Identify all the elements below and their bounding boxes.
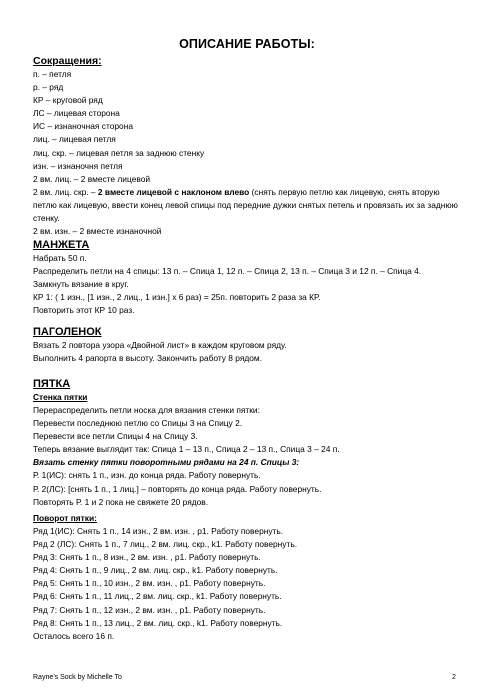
heel-turn-row: Осталось всего 16 п. [33,630,115,641]
abbreviation-item: 2 вм. лиц. – 2 вместе лицевой [33,173,151,184]
cuff-line: Распределить петли на 4 спицы: 13 п. – Спица 1, 12 п. – Спица 2, 13 п. – Спица 3 и 12 п. – Спица 4. [33,266,422,277]
heel-turn-section [33,512,473,643]
leg-section [33,325,473,365]
heel-turn-row: Ряд 6: Снять 1 п., 11 лиц., 2 вм. лиц. скр., k1. Работу повернуть. [33,591,282,602]
leg-line: Выполнить 4 рапорта в высоту. Закончить работу 8 рядом. [33,353,263,364]
leg-line: Вязать 2 повтора узора «Двойной лист» в каждом круговом ряду. [33,340,287,350]
cuff-heading: МАНЖЕТА [33,239,90,251]
page-number: 2 [452,674,456,681]
abbreviation-item-special [33,186,458,225]
abbreviation-item: лиц. – лицевая петля [33,134,116,145]
cuff-line: Повторить этот КР 10 раз. [33,305,135,316]
abbreviation-item: 2 вм. изн. – 2 вместе изнаночной [33,226,162,237]
heel-section [33,377,473,509]
heel-turn-row: Ряд 8: Снять 1 п., 13 лиц., 2 вм. лиц. скр., k1. Работу повернуть. [33,617,283,628]
heel-turn-row: Ряд 3: Снять 1 п., 8 изн., 2 вм. изн. , р1. Работу повернуть. [33,552,261,563]
cuff-line: Набрать 50 п. [33,253,87,263]
abbreviation-item: изн. – изнаночня петля [33,160,123,171]
abbreviation-special-rest: (снять первую петлю как лицевую, снять вторую петлю как лицевую, ввести конец левой спицы под передние дужки снятых петель и провязать их за заднюю стенку. [33,186,458,224]
abbreviations-section [33,54,473,238]
abbreviation-item: ИС – изнаночная сторона [33,121,133,132]
abbreviation-item: лиц. скр. – лицевая петля за заднюю стенку [33,147,205,158]
heel-flap-row: Р. 1(ИС): снять 1 п., изн. до конца ряда. Работу повернуть. [33,470,261,481]
abbreviation-special-bold: 2 вместе лицевой с наклоном влево [97,186,250,197]
heel-flap-line: Перевести все петли Спицы 4 на Спицу 3. [33,431,198,442]
abbreviation-item: р. – ряд [33,82,64,93]
heel-flap-emphasis: Вязать стенку пятки поворотными рядами на 24 п. Спицы 3: [33,457,300,468]
leg-heading: ПАГОЛЕНОК [33,326,102,338]
footer-credit: Rayne’s Sock by Michelle To [33,674,122,681]
cuff-line: Замкнуть вязание в круг. [33,279,129,290]
heel-flap-row: Повторять Р. 1 и 2 пока не свяжете 20 рядов. [33,496,209,507]
heel-turn-row: Ряд 4: Снять 1 п., 9 лиц., 2 вм. лиц. скр., k1. Работу повернуть. [33,565,278,576]
heel-turn-heading: Поворот пятки: [33,513,97,523]
heel-flap-line: Перераспределить петли носка для вязания стенки пятки: [33,405,260,415]
heel-heading: ПЯТКА [33,378,71,390]
abbreviations-heading: Сокращения: [33,55,102,67]
heel-flap-heading: Стенка пятки [33,392,88,402]
heel-turn-row: Ряд 1(ИС): Снять 1 п., 14 изн., 2 вм. изн. , р1. Работу повернуть. [33,526,284,536]
heel-turn-row: Ряд 7: Снять 1 п., 12 изн., 2 вм. изн. , р1. Работу повернуть. [33,604,266,615]
page-title: ОПИСАНИЕ РАБОТЫ: [179,37,315,51]
abbreviation-special-prefix: 2 вм. лиц. скр. – [33,186,98,197]
abbreviation-item: п. – петля [33,69,72,79]
cuff-line: КР 1: ( 1 изн., [1 изн., 2 лиц., 1 изн.] х 6 раз) = 25п. повторить 2 раза за КР. [33,292,321,303]
heel-flap-line: Перевести последнюю петлю со Спицы 3 на Спицу 2. [33,418,243,429]
heel-flap-line: Теперь вязание выглядит так: Спица 1 – 13 п., Спица 2 – 13 п., Спица 3 – 24 п. [33,444,340,455]
abbreviation-item: ЛС – лицевая сторона [33,108,120,119]
cuff-section [33,238,473,317]
abbreviation-item: КР – круговой ряд [33,95,103,106]
heel-turn-row: Ряд 2 (ЛС): Снять 1 п., 7 лиц., 2 вм. лиц. скр., k1. Работу повернуть. [33,539,298,550]
heel-turn-row: Ряд 5: Снять 1 п., 10 изн., 2 вм. изн. , р1. Работу повернуть. [33,578,266,589]
heel-flap-row: Р. 2(ЛС): [снять 1 п., 1 лиц.] – повторять до конца ряда. Работу повернуть. [33,483,322,494]
